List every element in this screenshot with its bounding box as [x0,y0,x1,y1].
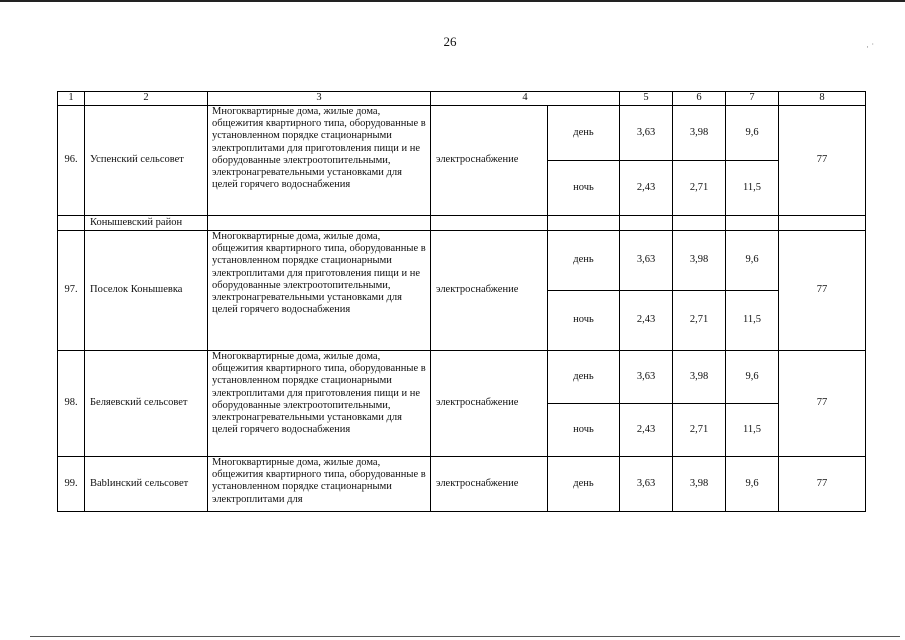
value-col6: 2,71 [673,291,726,351]
time-zone-label: день [548,351,620,404]
header-cell: 2 [85,92,208,106]
table-row [58,351,866,404]
header-row [58,92,866,106]
time-zone-label: день [548,106,620,161]
time-zone-label: день [548,457,620,512]
value-col6: 2,71 [673,404,726,457]
value-col7: 11,5 [726,161,779,216]
header-cell: 6 [673,92,726,106]
page-bottom-edge [30,636,900,637]
header-cell: 5 [620,92,673,106]
settlement-name: Беляевский сельсовет [85,351,208,457]
settlement-name: Вablинский сельсовет [85,457,208,512]
time-zone-label: день [548,231,620,291]
value-col6: 3,98 [673,106,726,161]
page-number: 26 [443,34,457,49]
table-row [58,106,866,161]
value-col5: 3,63 [620,106,673,161]
value-col7: 9,6 [726,351,779,404]
header-cell: 7 [726,92,779,106]
table-row [58,231,866,291]
value-col6: 2,71 [673,161,726,216]
row-number: 98. [58,351,85,457]
value-col7: 11,5 [726,404,779,457]
time-zone-label: ночь [548,291,620,351]
value-col7: 9,6 [726,231,779,291]
value-col6: 3,98 [673,351,726,404]
value-col7: 11,5 [726,291,779,351]
consumer-category: Многоквартирные дома, жилые дома, общежития квартирного типа, оборудованные в установленном порядке стационарными электроплитами для приготовления пищи и не оборудованные электроотопительными, электронагревательными установками для целей горячего водоснабжения [208,351,431,457]
value-col8: 77 [779,457,866,512]
row-number: 96. [58,106,85,216]
value-col8: 77 [779,351,866,457]
settlement-name: Поселок Конышевка [85,231,208,351]
value-col6: 3,98 [673,457,726,512]
value-col8: 77 [779,106,866,216]
service-type: электроснабжение [431,351,548,457]
scan-speck: · ˙ [866,42,875,52]
tariff-table [57,91,866,512]
row-number: 99. [58,457,85,512]
page-top-edge [0,0,905,2]
time-zone-label: ночь [548,404,620,457]
service-type: электроснабжение [431,231,548,351]
consumer-category: Многоквартирные дома, жилые дома, общежития квартирного типа, оборудованные в установленном порядке стационарными электроплитами для [208,457,431,512]
service-type: электроснабжение [431,457,548,512]
header-cell: 1 [58,92,85,106]
consumer-category: Многоквартирные дома, жилые дома, общежития квартирного типа, оборудованные в установленном порядке стационарными электроплитами для приготовления пищи и не оборудованные электроотопительными, электронагревательными установками для целей горячего водоснабжения [208,106,431,216]
settlement-name: Успенский сельсовет [85,106,208,216]
value-col5: 3,63 [620,231,673,291]
value-col7: 9,6 [726,457,779,512]
district-name: Конышевский район [85,216,208,231]
value-col5: 2,43 [620,404,673,457]
time-zone-label: ночь [548,161,620,216]
value-col5: 3,63 [620,457,673,512]
consumer-category: Многоквартирные дома, жилые дома, общежития квартирного типа, оборудованные в установленном порядке стационарными электроплитами для приготовления пищи и не оборудованные электроотопительными, электронагревательными установками для целей горячего водоснабжения [208,231,431,351]
value-col5: 2,43 [620,161,673,216]
value-col6: 3,98 [673,231,726,291]
header-cell: 3 [208,92,431,106]
header-cell: 4 [431,92,620,106]
row-number: 97. [58,231,85,351]
value-col8: 77 [779,231,866,351]
table-row [58,457,866,512]
header-cell: 8 [779,92,866,106]
value-col5: 3,63 [620,351,673,404]
service-type: электроснабжение [431,106,548,216]
value-col5: 2,43 [620,291,673,351]
district-row [58,216,866,231]
value-col7: 9,6 [726,106,779,161]
